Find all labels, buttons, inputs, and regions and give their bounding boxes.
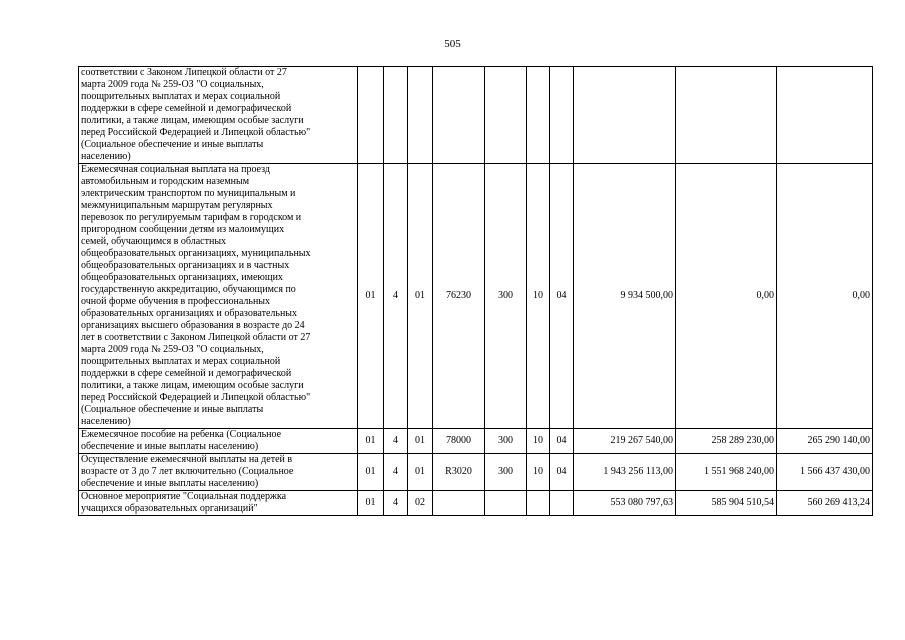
subprogram-code: 4 <box>384 491 408 516</box>
expense-type-code: 300 <box>485 454 527 491</box>
activity-code: 01 <box>408 454 433 491</box>
expense-type-code: 300 <box>485 164 527 429</box>
amount-year-2: 0,00 <box>676 164 777 429</box>
item-name: соответствии с Законом Липецкой области от 27 марта 2009 года № 259-ОЗ "О социальных, поощрительных выплатах и мерах социальной поддержки в сфере семейной и демографической политики, а также лицам, имеющим особые заслуги перед Российской Федерацией и Липецкой областью" (Социальное обеспечение и иные выплаты населению) <box>79 67 358 164</box>
budget-table <box>78 66 873 516</box>
direction-code: 78000 <box>433 429 485 454</box>
subsection-code: 04 <box>550 429 574 454</box>
amount-year-2 <box>676 67 777 164</box>
direction-code: R3020 <box>433 454 485 491</box>
direction-code <box>433 67 485 164</box>
table-row <box>79 491 873 516</box>
amount-year-2: 1 551 968 240,00 <box>676 454 777 491</box>
section-code: 10 <box>527 429 550 454</box>
expense-type-code: 300 <box>485 429 527 454</box>
table-row <box>79 454 873 491</box>
item-name: Ежемесячная социальная выплата на проезд автомобильным и городским наземным электрическим транспортом по муниципальным и межмуниципальным маршрутам регулярных перевозок по регулируемым тарифам в городском и пригородном сообщении детям из малоимущих семей, обучающимся в областных общеобразовательных организациях, муниципальных общеобразовательных организациях и в частных общеобразовательных организациях, имеющих государственную аккредитацию, обучающимся по очной форме обучения в профессиональных образовательных организациях и образовательных организациях высшего образования в возрасте до 24 лет в соответствии с Законом Липецкой области от 27 марта 2009 года № 259-ОЗ "О социальных, поощрительных выплатах и мерах социальной поддержки в сфере семейной и демографической политики, а также лицам, имеющим особые заслуги перед Российской Федерацией и Липецкой областью" (Социальное обеспечение и иные выплаты населению) <box>79 164 358 429</box>
expense-type-code <box>485 67 527 164</box>
table-row <box>79 429 873 454</box>
section-code: 10 <box>527 164 550 429</box>
amount-year-3: 0,00 <box>777 164 873 429</box>
subsection-code: 04 <box>550 164 574 429</box>
item-name: Ежемесячное пособие на ребенка (Социальное обеспечение и иные выплаты населению) <box>79 429 358 454</box>
direction-code <box>433 491 485 516</box>
activity-code <box>408 67 433 164</box>
amount-year-2: 585 904 510,54 <box>676 491 777 516</box>
program-code: 01 <box>358 454 384 491</box>
table-row <box>79 164 873 429</box>
amount-year-1: 553 080 797,63 <box>574 491 676 516</box>
amount-year-1: 1 943 256 113,00 <box>574 454 676 491</box>
table-row <box>79 67 873 164</box>
item-name: Основное мероприятие "Социальная поддержка учащихся образовательных организаций" <box>79 491 358 516</box>
activity-code: 01 <box>408 164 433 429</box>
subsection-code <box>550 67 574 164</box>
section-code <box>527 491 550 516</box>
amount-year-3: 1 566 437 430,00 <box>777 454 873 491</box>
amount-year-3: 560 269 413,24 <box>777 491 873 516</box>
amount-year-3 <box>777 67 873 164</box>
program-code: 01 <box>358 164 384 429</box>
amount-year-1: 219 267 540,00 <box>574 429 676 454</box>
subprogram-code <box>384 67 408 164</box>
amount-year-3: 265 290 140,00 <box>777 429 873 454</box>
program-code: 01 <box>358 491 384 516</box>
amount-year-2: 258 289 230,00 <box>676 429 777 454</box>
subprogram-code: 4 <box>384 429 408 454</box>
item-name: Осуществление ежемесячной выплаты на детей в возрасте от 3 до 7 лет включительно (Социальное обеспечение и иные выплаты населению) <box>79 454 358 491</box>
expense-type-code <box>485 491 527 516</box>
subprogram-code: 4 <box>384 164 408 429</box>
direction-code: 76230 <box>433 164 485 429</box>
program-code <box>358 67 384 164</box>
subprogram-code: 4 <box>384 454 408 491</box>
subsection-code: 04 <box>550 454 574 491</box>
program-code: 01 <box>358 429 384 454</box>
activity-code: 02 <box>408 491 433 516</box>
amount-year-1: 9 934 500,00 <box>574 164 676 429</box>
activity-code: 01 <box>408 429 433 454</box>
section-code <box>527 67 550 164</box>
amount-year-1 <box>574 67 676 164</box>
section-code: 10 <box>527 454 550 491</box>
subsection-code <box>550 491 574 516</box>
page-number: 505 <box>444 38 461 50</box>
